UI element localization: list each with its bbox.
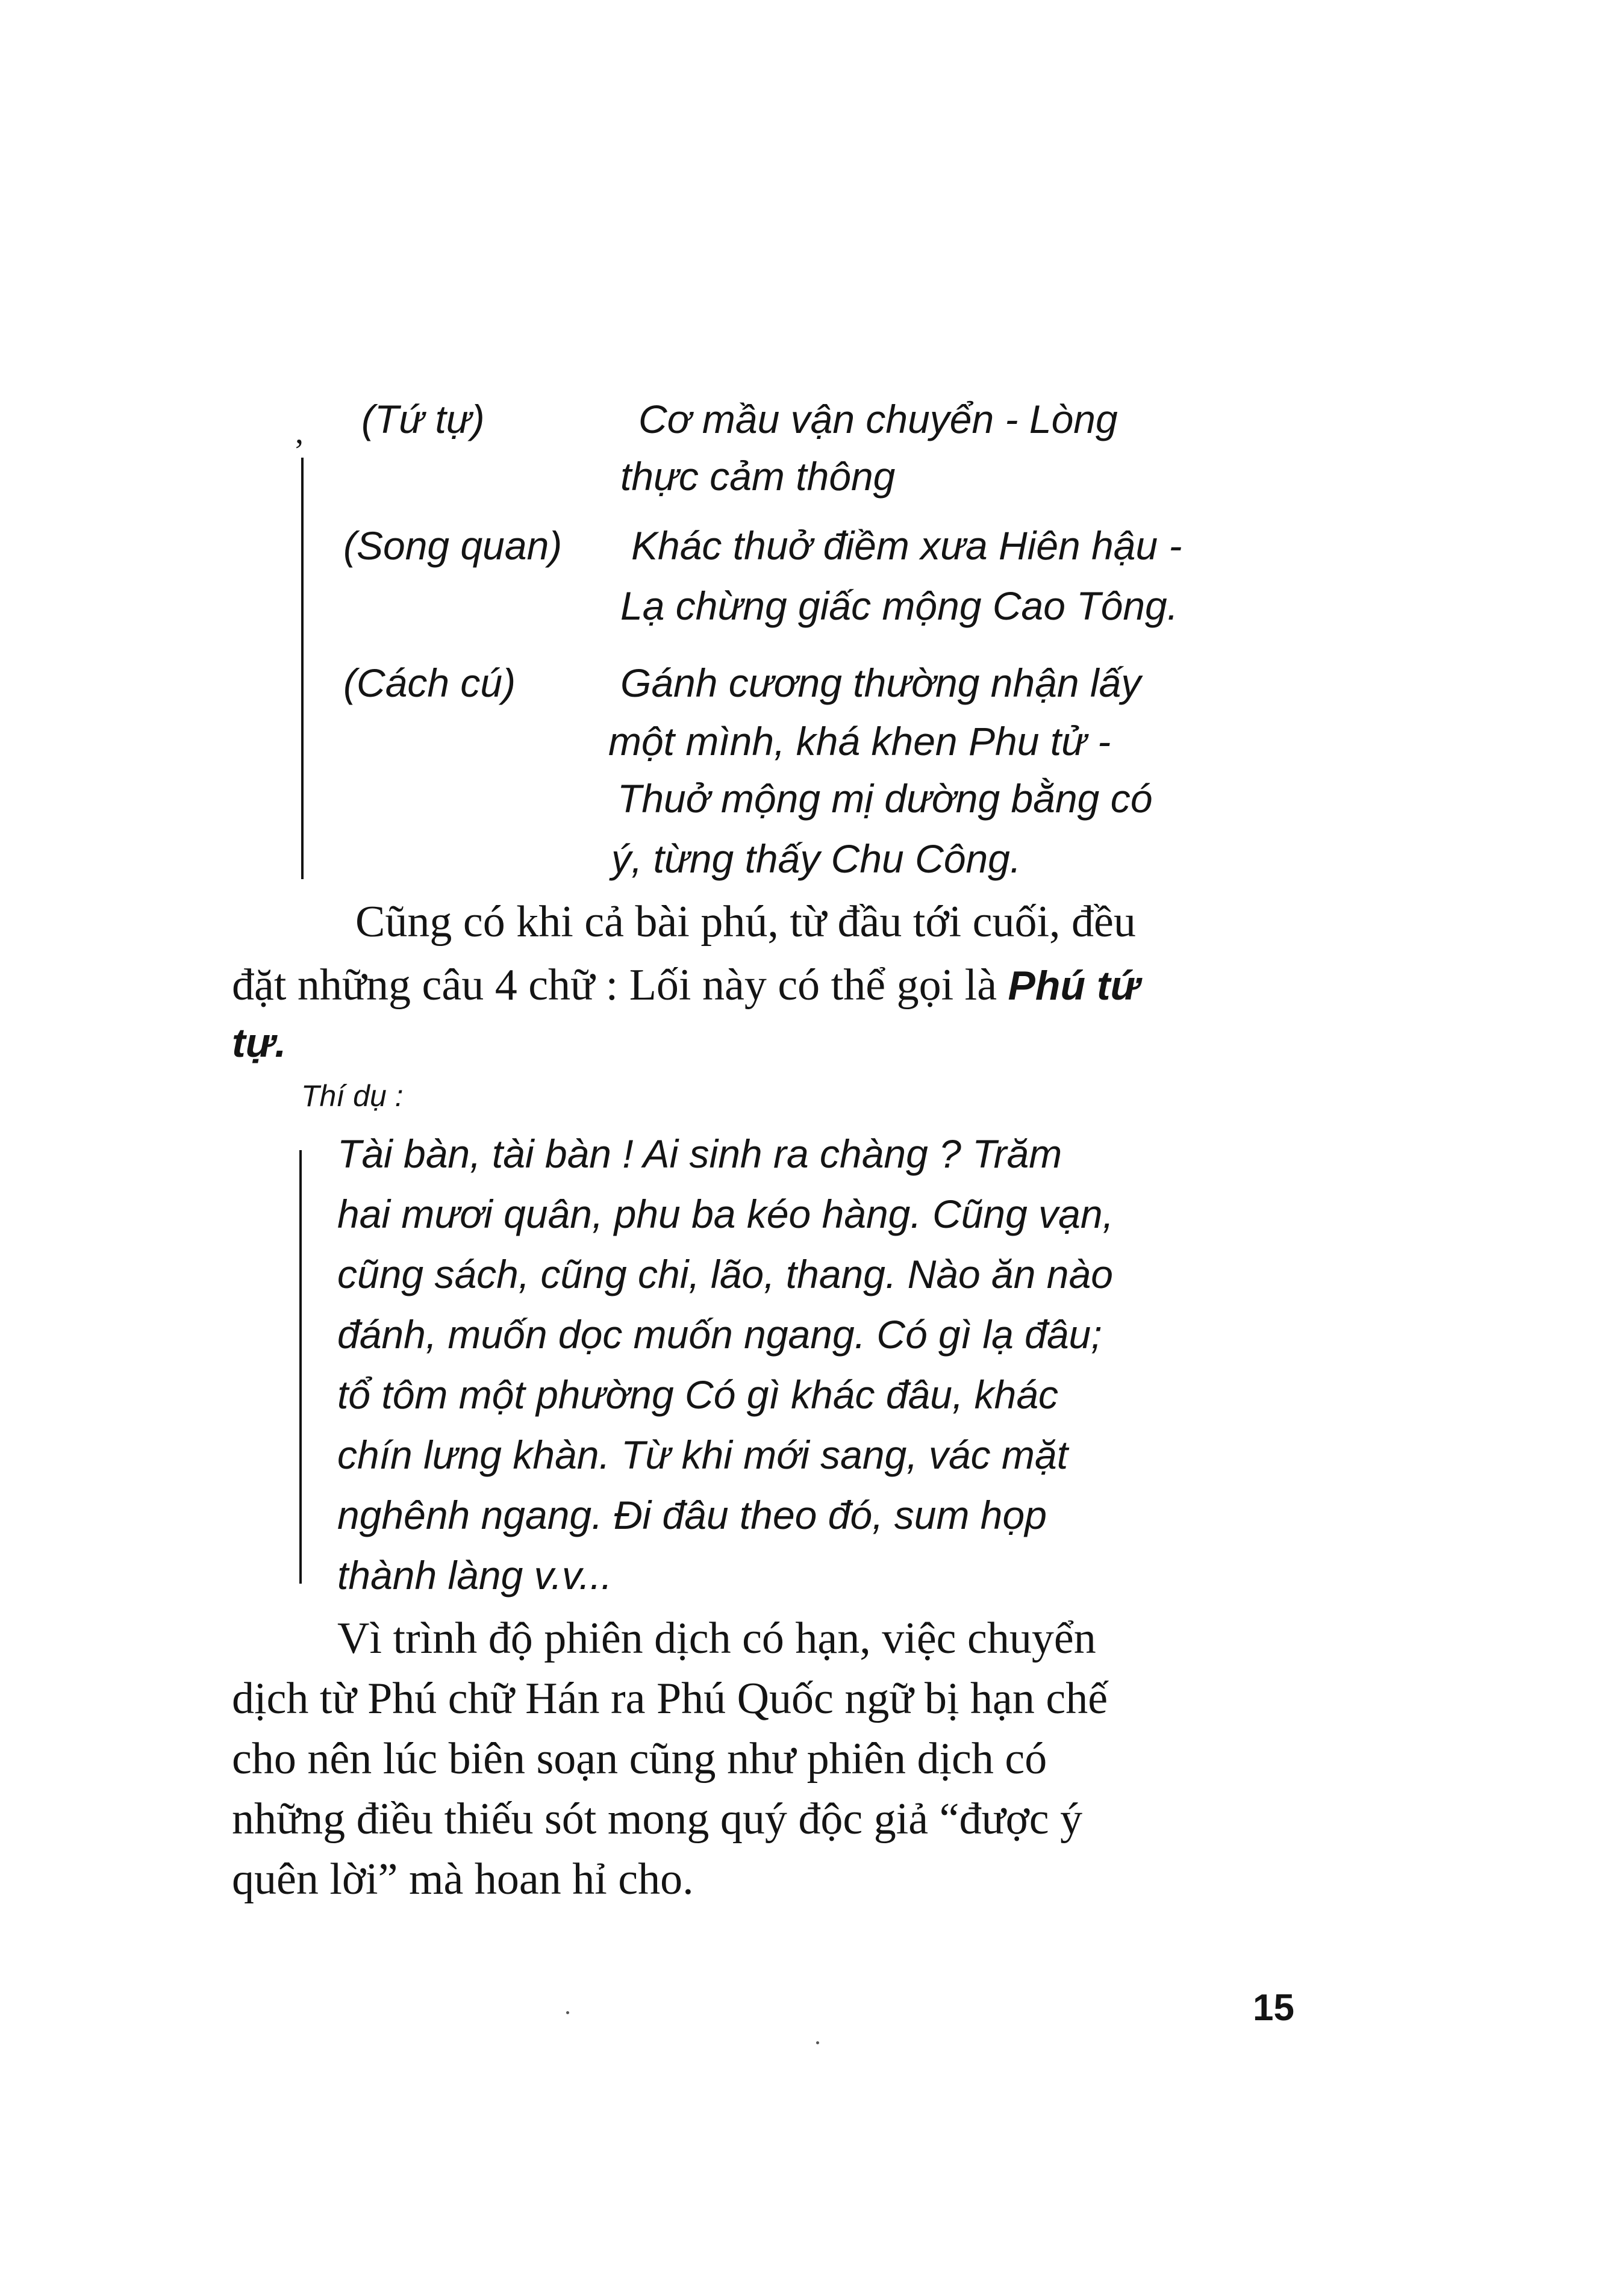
left-brace — [299, 1150, 302, 1584]
example-line: nghênh ngang. Đi đâu theo đó, sum họp — [337, 1493, 1047, 1537]
paragraph-line: cho nên lúc biên soạn cũng như phiên dịch có — [232, 1734, 1047, 1784]
scan-speck — [566, 2011, 569, 2014]
example-line: cũng sách, cũng chi, lão, thang. Nào ăn nào — [337, 1252, 1113, 1296]
paragraph-line — [232, 1012, 286, 1074]
verse-line: Lạ chừng giấc mộng Cao Tông. — [620, 583, 1179, 628]
left-brace — [301, 458, 304, 879]
example-line: Tài bàn, tài bàn ! Ai sinh ra chàng ? Trăm — [337, 1131, 1062, 1176]
paragraph-line: những điều thiếu sót mong quý độc giả “được ý — [232, 1794, 1083, 1844]
paragraph-line: dịch từ Phú chữ Hán ra Phú Quốc ngữ bị hạn chế — [232, 1674, 1108, 1723]
example-line: đánh, muốn dọc muốn ngang. Có gì lạ đâu; — [337, 1312, 1102, 1357]
paragraph-line — [232, 954, 1140, 1016]
verse-line: Cơ mầu vận chuyển - Lòng — [638, 397, 1118, 441]
verse-line: Thuở mộng mị dường bằng có — [617, 776, 1153, 821]
verse-label: (Tứ tự) — [361, 397, 485, 441]
paragraph-line: Cũng có khi cả bài phú, từ đầu tới cuối, đều — [355, 897, 1136, 947]
example-line: tổ tôm một phường Có gì khác đâu, khác — [337, 1372, 1059, 1417]
verse-line: ý, từng thấy Chu Công. — [611, 836, 1022, 881]
verse-line: thực cảm thông — [620, 454, 896, 499]
scan-speck — [816, 2041, 819, 2044]
example-label: Thí dụ : — [301, 1079, 404, 1113]
paragraph-text: đặt những câu 4 chữ : Lối này có thể gọi là — [232, 960, 1008, 1010]
term-italic: Phú tứ — [1008, 963, 1140, 1009]
verse-label: (Song quan) — [343, 523, 563, 568]
paragraph-line: quên lời” mà hoan hỉ cho. — [232, 1855, 694, 1904]
verse-line: Khác thuở điềm xưa Hiên hậu - — [631, 523, 1182, 568]
verse-label: (Cách cú) — [343, 661, 516, 705]
brace-top-hook: , — [295, 414, 304, 451]
example-line: chín lưng khàn. Từ khi mới sang, vác mặt — [337, 1433, 1068, 1477]
verse-line: một mình, khá khen Phu tử - — [608, 719, 1111, 764]
paragraph-line: Vì trình độ phiên dịch có hạn, việc chuyển — [337, 1614, 1096, 1663]
example-line: thành làng v.v... — [337, 1553, 613, 1598]
page-number: 15 — [1253, 1987, 1294, 2029]
term-italic: tự. — [232, 1020, 287, 1066]
example-line: hai mươi quân, phu ba kéo hàng. Cũng vạn, — [337, 1192, 1114, 1236]
verse-line: Gánh cương thường nhận lấy — [620, 661, 1141, 705]
